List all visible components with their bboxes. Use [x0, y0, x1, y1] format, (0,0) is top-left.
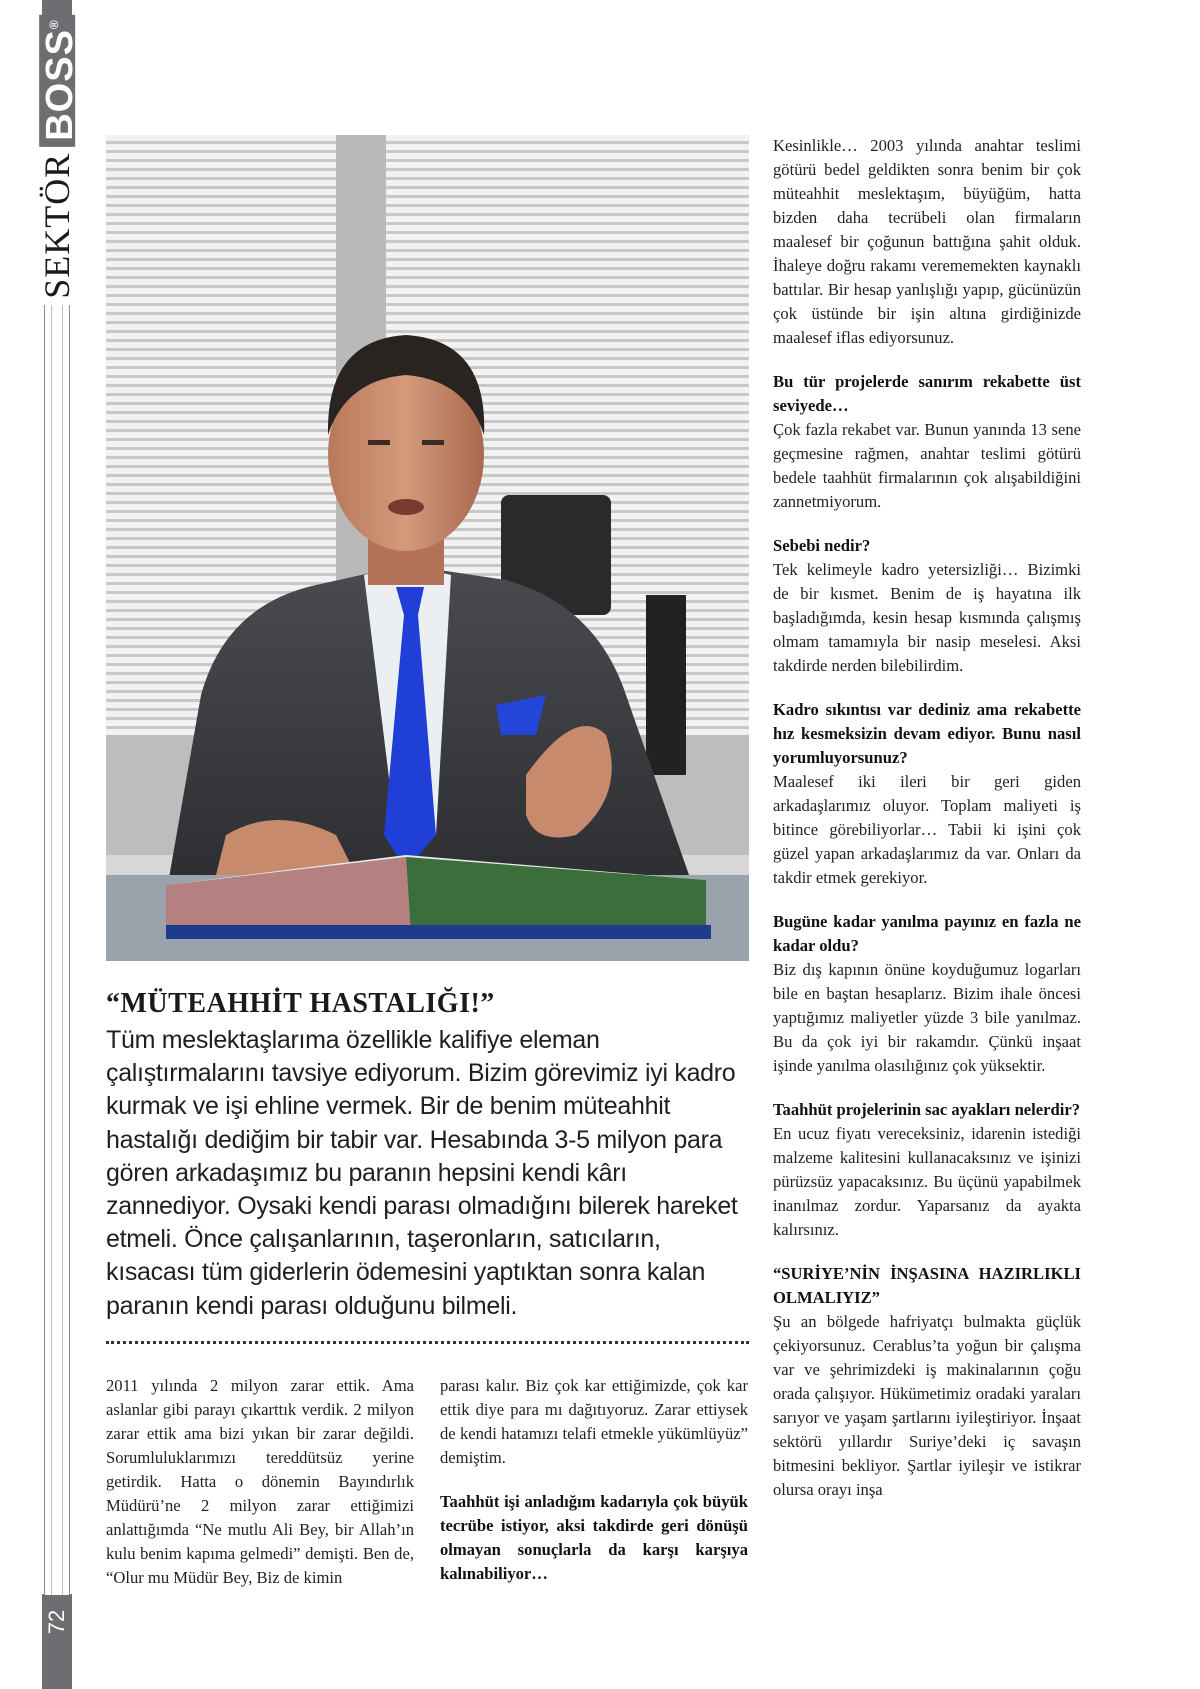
answer-paragraph: 2011 yılında 2 milyon zarar ettik. Ama aslanlar gibi parayı çıkarttık verdik. 2 milyon zarar ettik ama bizi yıkan bir zarar değildi. Sorumluluklarımızı tereddütsüz yerine getirdik. Hatta o dönemin Bayındırlık Müdürü’ne 2 milyon zarar ettiğimizi anlattığımda “Ne mutlu Ali Bey, bir Allah’ın kulu benim kapıma gelmedi” demişti. Ben de, “Olur mu Müdür Bey, Biz de kimin — [106, 1376, 414, 1587]
section-subheading: “SURİYE’NİN İNŞASINA HAZIRLIKLI OLMALIYIZ” — [773, 1264, 1081, 1307]
answer-paragraph: parası kalır. Biz çok kar ettiğimizde, çok kar ettik diye para mı dağıtıyoruz. Zarar ettiysek de kendi hatamızı telafi etmekle yükümlüyüz” demiştim. — [440, 1376, 748, 1467]
pull-quote-body: Tüm meslektaşlarıma özellikle kalifiye eleman çalıştırmalarını tavsiye ediyorum. Bizim görevimiz iyi kadro kurmak ve işi ehline vermek. Bir de benim müteahhit hastalığı dediğim bir tabir var. Hesabında 3-5 milyon para gören arkadaşımız bu paranın hepsini kendi kârı zannediyor. Oysaki kendi parası olmadığını bilerek hareket etmeli. Önce çalışanlarının, taşeronların, satıcıların, kısacası tüm giderlerin ödemesini yaptıktan sonra kalan paranın kendi parası olduğunu bilmeli. — [106, 1026, 738, 1320]
brand-section-label: SEKTÖR — [41, 147, 73, 305]
answer-paragraph: Çok fazla rekabet var. Bunun yanında 13 sene geçmesine rağmen, anahtar teslimi götürü bedele taahhüt firmalarının çok alışabildiğini zannetmiyorum. — [773, 420, 1081, 511]
answer-paragraph: Biz dış kapının önüne koyduğumuz logarları bile en baştan hesaplarız. Bizim ihale öncesi yaptığımız maliyetler yüzde 3 bile yanılmaz. Bu da çok iyi bir rakamdır. Çünkü inşaat işinde yanılma olasılığınız çok yüksektir. — [773, 960, 1081, 1075]
page-number: 72 — [44, 1609, 69, 1635]
brand-logo: BOSS® — [39, 15, 75, 147]
answer-paragraph: Maalesef iki ileri bir geri giden arkadaşlarımız oluyor. Toplam maliyeti iş bitince görebiliyorlar… Tabii ki işini çok güzel yapan arkadaşlarımız da var. Onları da takdir etmek gerekiyor. — [773, 772, 1081, 887]
article-column-1 — [106, 1374, 414, 1590]
portrait-photo — [106, 135, 749, 961]
interview-question: Kadro sıkıntısı var dediniz ama rekabette hız kesmeksizin devam ediyor. Bunu nasıl yorumluyorsunuz? — [773, 700, 1081, 767]
answer-paragraph: En ucuz fiyatı vereceksiniz, idarenin istediği malzeme kalitesini kullanacaksınız ve işinizi pürüzsüz yapacaksınız. Bu üçünü yapabilmek inanılmaz zordur. Yaparsanız da ayakta kalırsınız. — [773, 1124, 1081, 1239]
interview-question: Bugüne kadar yanılma payınız en fazla ne kadar oldu? — [773, 912, 1081, 955]
interview-question: Bu tür projelerde sanırım rekabette üst seviyede… — [773, 372, 1081, 415]
answer-paragraph: Kesinlikle… 2003 yılında anahtar teslimi götürü bedel geldikten sonra benim bir çok müteahhit meslektaşım, büyüğüm, hatta bizden daha tecrübeli olan firmaların maalesef bir çoğunun battığına şahit olduk. İhaleye doğru rakamı verememekten kaynaklı battılar. Bir hesap yanlışlığı yapıp, gücünüzün çok üstünde bir işin altına girdiğinizde maalesef iflas ediyorsunuz. — [773, 136, 1081, 347]
answer-paragraph: Tek kelimeyle kadro yetersizliği… Bizimki de bir kısmet. Benim de iş hayatına ilk başladığımda, kesin hesap kısmında çalışmış olmam tamamıyla bir nasip meselesi. Aksi takdirde nerden bilebilirdim. — [773, 560, 1081, 675]
interview-question: Sebebi nedir? — [773, 536, 871, 555]
article-column-3 — [773, 134, 1081, 1502]
photo-illustration — [106, 135, 749, 961]
pull-quote-title: “MÜTEAHHİT HASTALIĞI!” — [106, 988, 495, 1019]
pull-quote — [106, 988, 756, 1323]
interview-question: Taahhüt işi anladığım kadarıyla çok büyük tecrübe istiyor, aksi takdirde geri dönüşü olmayan sonuçlarla da karşı karşıya kalınabiliyor… — [440, 1492, 748, 1583]
magazine-brand — [37, 15, 81, 305]
sidebar-rule-lines — [44, 305, 70, 1595]
article-column-2 — [440, 1374, 748, 1586]
dotted-divider — [106, 1341, 749, 1344]
interview-question: Taahhüt projelerinin sac ayakları nelerdir? — [773, 1100, 1080, 1119]
answer-paragraph: Şu an bölgede hafriyatçı bulmakta güçlük çekiyorsunuz. Cerablus’ta yoğun bir çalışma var ve şehrimizdeki iş makinalarının çoğu orada çalışıyor. Hükümetimiz oradaki yaraları sarıyor ve yaşam şartlarını iyileştiriyor. İnşaat sektörü yıllardır Suriye’deki iç savaşın bitmesini bekliyor. Şartlar iyileşir ve istikrar olursa orayı inşa — [773, 1312, 1081, 1499]
